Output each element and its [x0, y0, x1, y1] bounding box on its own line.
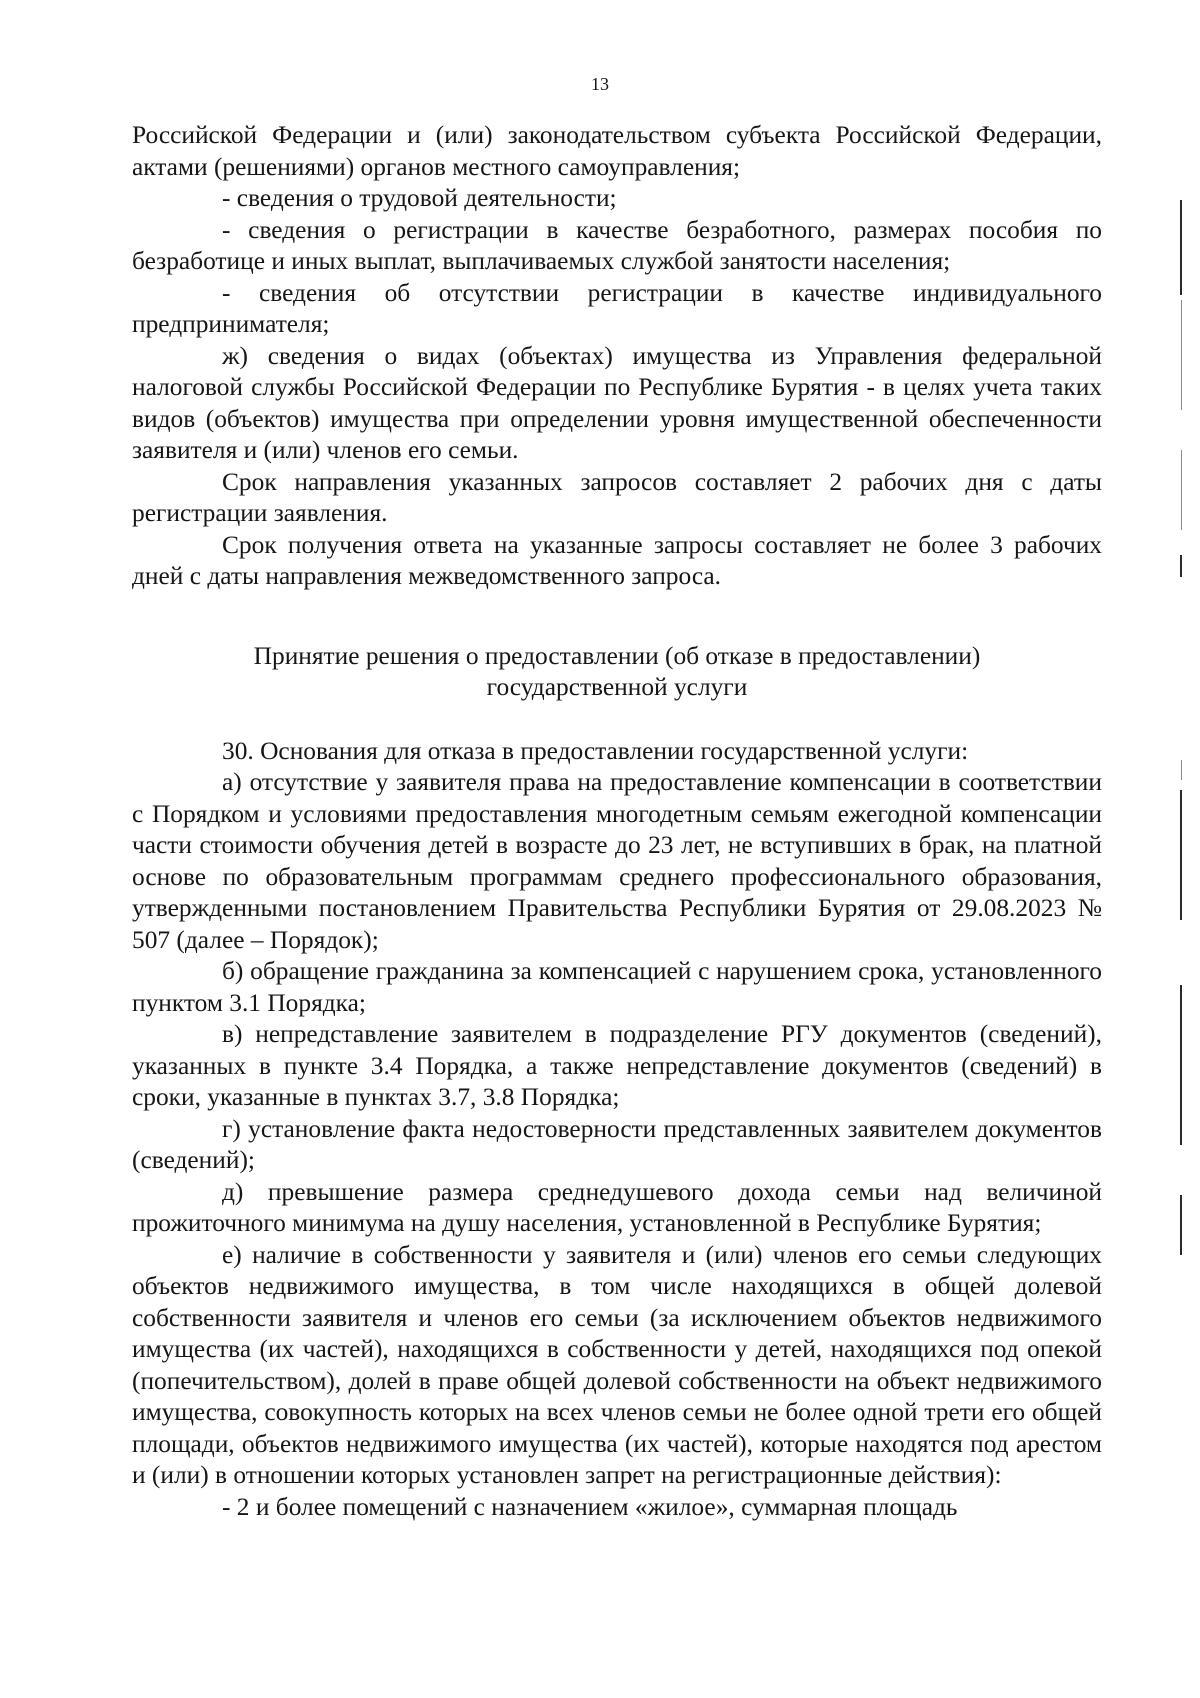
scan-edge-mark: [1180, 1195, 1182, 1255]
section-heading-line-1: Принятие решения о предоставлении (об отказе в предоставлении): [253, 641, 981, 670]
list-item-entrepreneur-info: - сведения об отсутствии регистрации в качестве индивидуального предпринимателя;: [132, 278, 1102, 338]
list-item-unemployment-info: - сведения о регистрации в качестве безработного, размерах пособия по безработице и иных выплат, выплачиваемых службой занятости населения;: [132, 215, 1102, 275]
section-heading-line-2: государственной услуги: [486, 673, 748, 701]
clause-30-item-g: г) установление факта недостоверности представленных заявителем документов (сведений);: [132, 1114, 1102, 1174]
scan-edge-mark: [1181, 760, 1182, 780]
section-heading: [132, 641, 1102, 704]
page-number: 13: [591, 74, 609, 94]
clause-30-item-d: д) превышение размера среднедушевого дохода семьи над величиной прожиточного минимума на душу населения, установленной в Республике Бурятия;: [132, 1177, 1102, 1237]
clause-30-item-a: а) отсутствие у заявителя права на предоставление компенсации в соответствии с Порядком и условиями предоставления многодетным семьям ежегодной компенсации части стоимости обучения детей в возрасте до 23 лет, не вступивших в брак, на платной основе по образовательным программам среднего профессионального образования, утвержденными постановлением Правительства Республики Бурятия от 29.08.2023 № 507 (далее – Порядок);: [132, 768, 1102, 954]
scan-edge-mark: [1180, 790, 1182, 920]
list-item-employment-info: - сведения о трудовой деятельности;: [222, 184, 617, 212]
paragraph-continuation: Российской Федерации и (или) законодательством субъекта Российской Федерации, актами (решениями) органов местного самоуправления;: [132, 121, 1102, 181]
scan-edge-mark: [1181, 450, 1182, 530]
clause-30-item-v: в) непредставление заявителем в подразделение РГУ документов (сведений), указанных в пункте 3.4 Порядка, а также непредставление документов (сведений) в сроки, указанные в пунктах 3.7, 3.8 Порядка;: [132, 1020, 1102, 1111]
list-item-property-info: ж) сведения о видах (объектах) имущества из Управления федеральной налоговой службы Российской Федерации по Республике Бурятия - в целях учета таких видов (объектов) имущества при определении уровня имущественной обеспеченности заявителя и (или) членов его семьи.: [132, 341, 1102, 464]
clause-30-subitem-residential: - 2 и более помещений с назначением «жилое», суммарная площадь: [222, 1492, 958, 1521]
clause-30-item-b: б) обращение гражданина за компенсацией с нарушением срока, установленного пунктом 3.1 Порядка;: [132, 957, 1102, 1017]
clause-30-item-e: е) наличие в собственности у заявителя и (или) членов его семьи следующих объектов недвижимого имущества, в том числе находящихся в общей долевой собственности заявителя и членов его семьи (за исключением объектов недвижимого имущества (их частей), находящихся в собственности у детей, находящихся под опекой (попечительством), долей в праве общей долевой собственности на объект недвижимого имущества, совокупность которых на всех членов семьи не более одной трети его общей площади, объектов недвижимого имущества (их частей), которые находятся под арестом и (или) в отношении которых установлен запрет на регистрационные действия):: [132, 1240, 1102, 1489]
scan-edge-mark: [1180, 200, 1182, 295]
paragraph-response-deadline: Срок получения ответа на указанные запросы составляет не более 3 рабочих дней с даты направления межведомственного запроса.: [132, 530, 1102, 590]
scan-edge-mark: [1180, 555, 1182, 577]
scan-edge-mark: [1180, 985, 1182, 1145]
document-body: [132, 120, 1102, 1523]
clause-30-title: 30. Основания для отказа в предоставлении государственной услуги:: [222, 736, 969, 765]
paragraph-request-deadline: Срок направления указанных запросов составляет 2 рабочих дня с даты регистрации заявления.: [132, 467, 1102, 527]
scan-edge-mark: [1181, 300, 1182, 410]
